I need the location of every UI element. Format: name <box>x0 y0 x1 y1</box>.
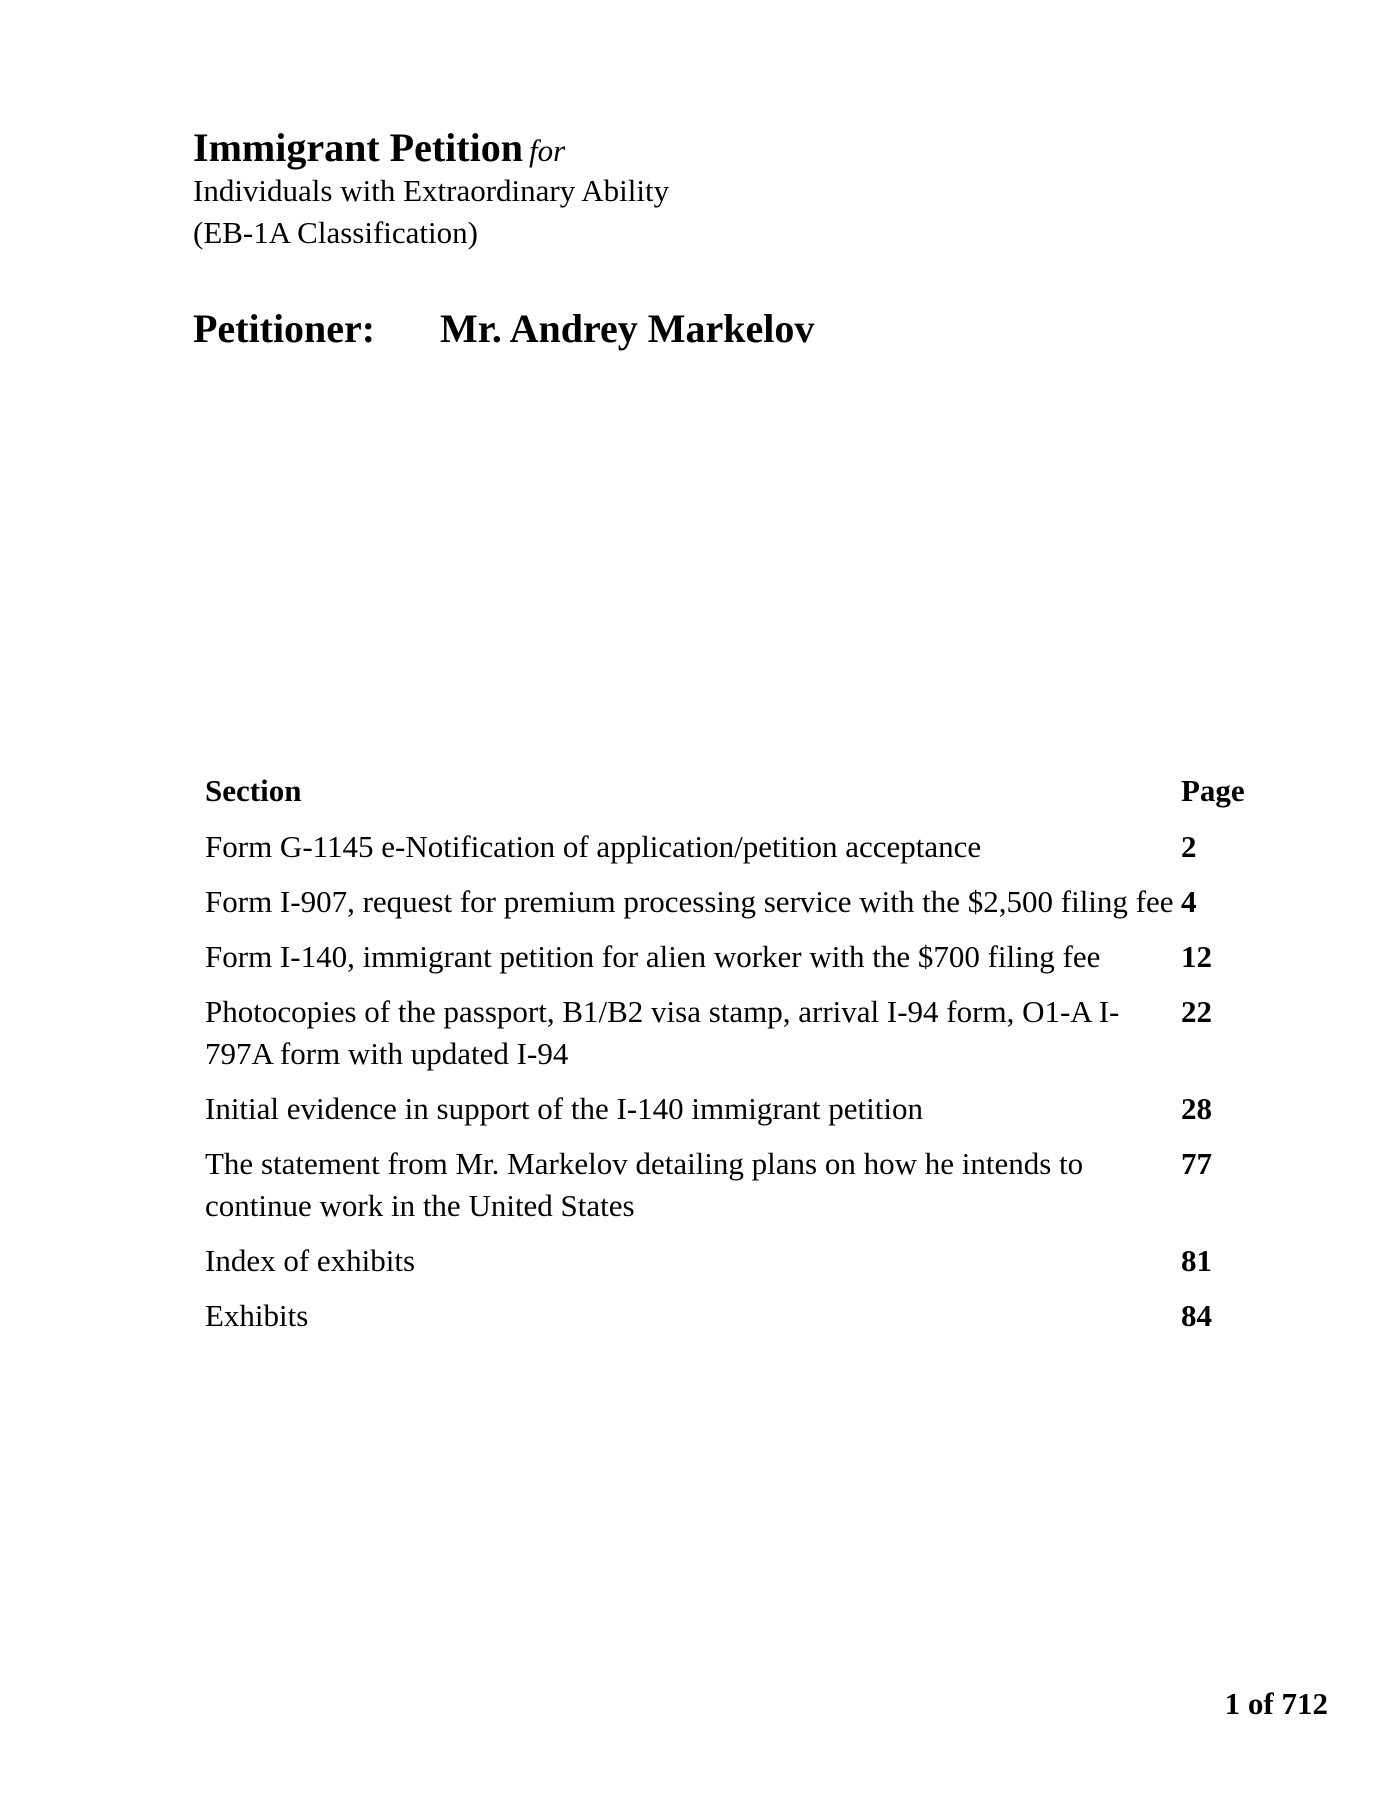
toc-row <box>205 936 1265 978</box>
toc-row-section: The statement from Mr. Markelov detailing plans on how he intends to continue work in the United States <box>205 1146 1084 1223</box>
toc-row-page: 28 <box>1181 1091 1212 1126</box>
toc-row <box>205 826 1265 868</box>
toc-header-page: Page <box>1181 773 1245 808</box>
petitioner-row <box>193 306 815 351</box>
toc-row-section: Exhibits <box>205 1298 309 1333</box>
toc-row <box>205 991 1265 1075</box>
table-of-contents <box>205 770 1265 1350</box>
toc-row-section: Form G-1145 e-Notification of application/petition acceptance <box>205 829 982 864</box>
toc-row-section: Photocopies of the passport, B1/B2 visa stamp, arrival I-94 form, O1-A I-797A form with updated I-94 <box>205 994 1120 1071</box>
subtitle-line-1: Individuals with Extraordinary Ability <box>193 173 670 208</box>
toc-row-page: 12 <box>1181 939 1212 974</box>
toc-row-page: 4 <box>1181 884 1197 919</box>
toc-row <box>205 881 1265 923</box>
toc-row-page: 77 <box>1181 1146 1212 1181</box>
title-for: for <box>528 133 566 168</box>
toc-row <box>205 1143 1265 1227</box>
toc-row <box>205 1240 1265 1282</box>
document-title-block <box>193 125 670 254</box>
page-counter: 1 of 712 <box>1224 1686 1328 1721</box>
toc-row-page: 22 <box>1181 994 1212 1029</box>
toc-row-page: 2 <box>1181 829 1197 864</box>
document-title <box>193 125 669 170</box>
toc-row-section: Index of exhibits <box>205 1243 416 1278</box>
subtitle-line-2: (EB-1A Classification) <box>193 215 478 250</box>
toc-row <box>205 1295 1265 1337</box>
toc-row-page: 84 <box>1181 1298 1212 1333</box>
title-main: Immigrant Petition <box>193 125 523 170</box>
toc-header <box>205 770 1265 812</box>
toc-row-section: Form I-907, request for premium processing service with the $2,500 filing fee <box>205 884 1174 919</box>
petitioner-name: Mr. Andrey Markelov <box>440 306 815 351</box>
toc-header-section: Section <box>205 773 302 808</box>
toc-row-section: Form I-140, immigrant petition for alien worker with the $700 filing fee <box>205 939 1101 974</box>
petitioner-label: Petitioner: <box>193 306 376 351</box>
toc-row-page: 81 <box>1181 1243 1212 1278</box>
subtitle <box>193 170 669 254</box>
toc-row-section: Initial evidence in support of the I-140 immigrant petition <box>205 1091 923 1126</box>
toc-row <box>205 1088 1265 1130</box>
